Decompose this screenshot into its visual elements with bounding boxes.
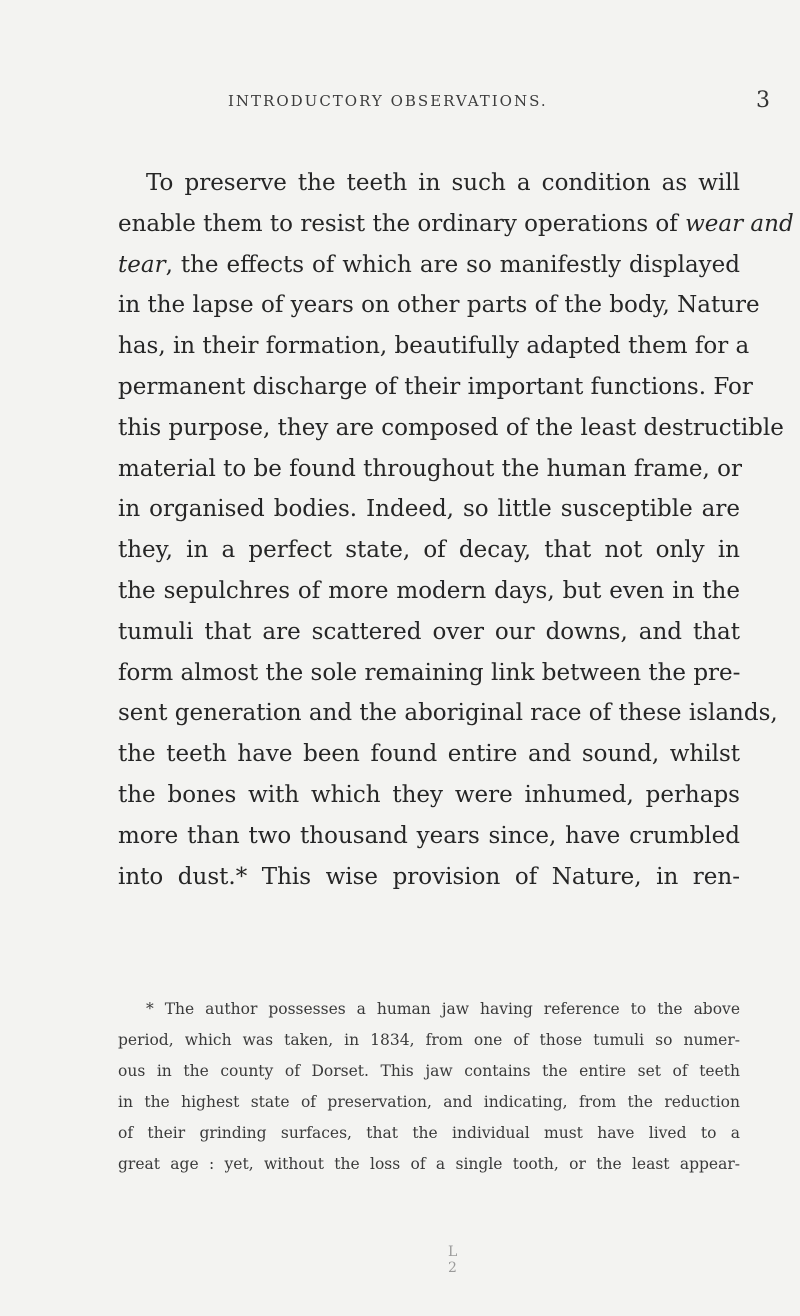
footnote-line: in the highest state of preservation, and indicating, from the reduction (118, 1093, 740, 1111)
body-line (118, 326, 750, 367)
text-segment: tumuli that are scattered over our downs, and that (118, 618, 740, 645)
text-segment: in the lapse of years on other parts of the body, Nature (118, 292, 760, 319)
body-line (118, 408, 784, 449)
footnote-line: ous in the county of Dorset. This jaw contains the entire set of teeth (118, 1062, 740, 1080)
text-segment: this purpose, they are composed of the least destructible (118, 414, 784, 441)
body-line (118, 857, 740, 898)
body-line (118, 530, 740, 571)
body-line (118, 775, 740, 816)
body-line (118, 367, 753, 408)
footnote-line: period, which was taken, in 1834, from one of those tumuli so numer- (118, 1031, 740, 1049)
body-line (118, 245, 740, 286)
body-line (118, 285, 760, 326)
body-line (118, 734, 740, 775)
text-segment: more than two thousand years since, have crumbled (118, 822, 740, 849)
text-segment: To preserve the teeth in such a condition as will (146, 170, 740, 196)
text-segment: , the effects of which are so manifestly displayed (165, 251, 740, 278)
footnote-line: of their grinding surfaces, that the individual must have lived to a (118, 1124, 740, 1142)
body-line (118, 204, 794, 245)
body-line (118, 449, 740, 490)
signature-mark: L 2 (448, 1244, 458, 1276)
italic-text: wear and (685, 210, 794, 237)
body-line (118, 693, 778, 734)
body-line (118, 489, 740, 530)
text-segment: sent generation and the aboriginal race of these islands, (118, 700, 778, 727)
page-number: 3 (756, 88, 770, 113)
text-segment: the sepulchres of more modern days, but even in the (118, 577, 740, 604)
text-segment: the teeth have been found entire and sound, whilst (118, 741, 740, 768)
text-segment: into dust.* This wise provision of Nature, in ren- (118, 863, 740, 890)
body-text (118, 163, 794, 897)
footnote-line: great age : yet, without the loss of a single tooth, or the least appear- (118, 1155, 740, 1173)
body-line (118, 816, 740, 857)
body-line (118, 612, 740, 653)
body-line (118, 163, 740, 204)
text-segment: the bones with which they were inhumed, perhaps (118, 781, 740, 808)
text-segment: in organised bodies. Indeed, so little susceptible are (118, 496, 740, 523)
text-segment: form almost the sole remaining link between the pre- (118, 659, 741, 686)
text-segment: material to be found throughout the human frame, or (118, 455, 742, 482)
running-head: INTRODUCTORY OBSERVATIONS. (228, 92, 548, 110)
italic-text: tear (118, 251, 166, 278)
text-segment: permanent discharge of their important functions. For (118, 373, 753, 400)
text-segment: they, in a perfect state, of decay, that not only in (118, 537, 740, 564)
body-line (118, 571, 740, 612)
footnote (118, 994, 740, 1180)
text-segment: enable them to resist the ordinary operations of (118, 210, 686, 237)
text-segment: has, in their formation, beautifully adapted them for a (118, 333, 750, 360)
body-line (118, 653, 740, 694)
footnote-line: * The author possesses a human jaw having reference to the above (146, 1000, 740, 1018)
